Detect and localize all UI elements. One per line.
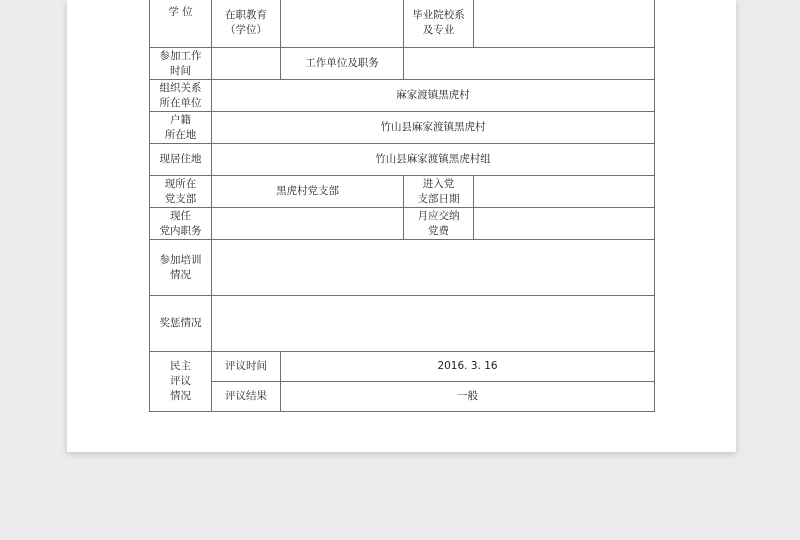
hukou-label: 户籍 所在地 xyxy=(150,112,212,144)
party-branch-label: 现所在 党支部 xyxy=(150,176,212,208)
training-value[interactable] xyxy=(212,240,655,296)
residence-value[interactable]: 竹山县麻家渡镇黑虎村组 xyxy=(212,144,655,176)
join-date-value[interactable] xyxy=(474,176,655,208)
training-label: 参加培训 情况 xyxy=(150,240,212,296)
reward-value[interactable] xyxy=(212,296,655,352)
inservice-education-label: 在职教育 （学位） xyxy=(212,0,281,48)
party-post-label: 现任 党内职务 xyxy=(150,208,212,240)
review-result-row xyxy=(150,382,655,412)
party-post-row xyxy=(150,208,655,240)
review-time-row xyxy=(150,352,655,382)
work-unit-value[interactable] xyxy=(404,48,655,80)
inservice-education-value[interactable] xyxy=(281,0,404,48)
monthly-dues-value[interactable] xyxy=(474,208,655,240)
review-result-label: 评议结果 xyxy=(212,382,281,412)
graduate-school-label: 毕业院校系 及专业 xyxy=(404,0,474,48)
monthly-dues-label: 月应交纳 党费 xyxy=(404,208,474,240)
party-post-value[interactable] xyxy=(212,208,404,240)
graduate-school-value[interactable] xyxy=(474,0,655,48)
org-relation-value[interactable]: 麻家渡镇黑虎村 xyxy=(212,80,655,112)
degree-row xyxy=(150,0,655,48)
review-result-value[interactable]: 一般 xyxy=(281,382,655,412)
training-row xyxy=(150,240,655,296)
party-branch-row xyxy=(150,176,655,208)
join-date-label: 进入党 支部日期 xyxy=(404,176,474,208)
residence-row xyxy=(150,144,655,176)
reward-row xyxy=(150,296,655,352)
party-branch-value[interactable]: 黑虎村党支部 xyxy=(212,176,404,208)
hukou-row xyxy=(150,112,655,144)
democratic-review-label: 民主 评议 情况 xyxy=(150,352,212,412)
party-member-info-table xyxy=(149,0,655,412)
work-start-value[interactable] xyxy=(212,48,281,80)
degree-label: 学 位 xyxy=(150,0,212,48)
residence-label: 现居住地 xyxy=(150,144,212,176)
work-start-row xyxy=(150,48,655,80)
hukou-value[interactable]: 竹山县麻家渡镇黑虎村 xyxy=(212,112,655,144)
org-relation-row xyxy=(150,80,655,112)
review-time-label: 评议时间 xyxy=(212,352,281,382)
reward-label: 奖惩情况 xyxy=(150,296,212,352)
review-time-value[interactable]: 2016. 3. 16 xyxy=(281,352,655,382)
org-relation-label: 组织关系 所在单位 xyxy=(150,80,212,112)
work-unit-label: 工作单位及职务 xyxy=(281,48,404,80)
work-start-label: 参加工作 时间 xyxy=(150,48,212,80)
